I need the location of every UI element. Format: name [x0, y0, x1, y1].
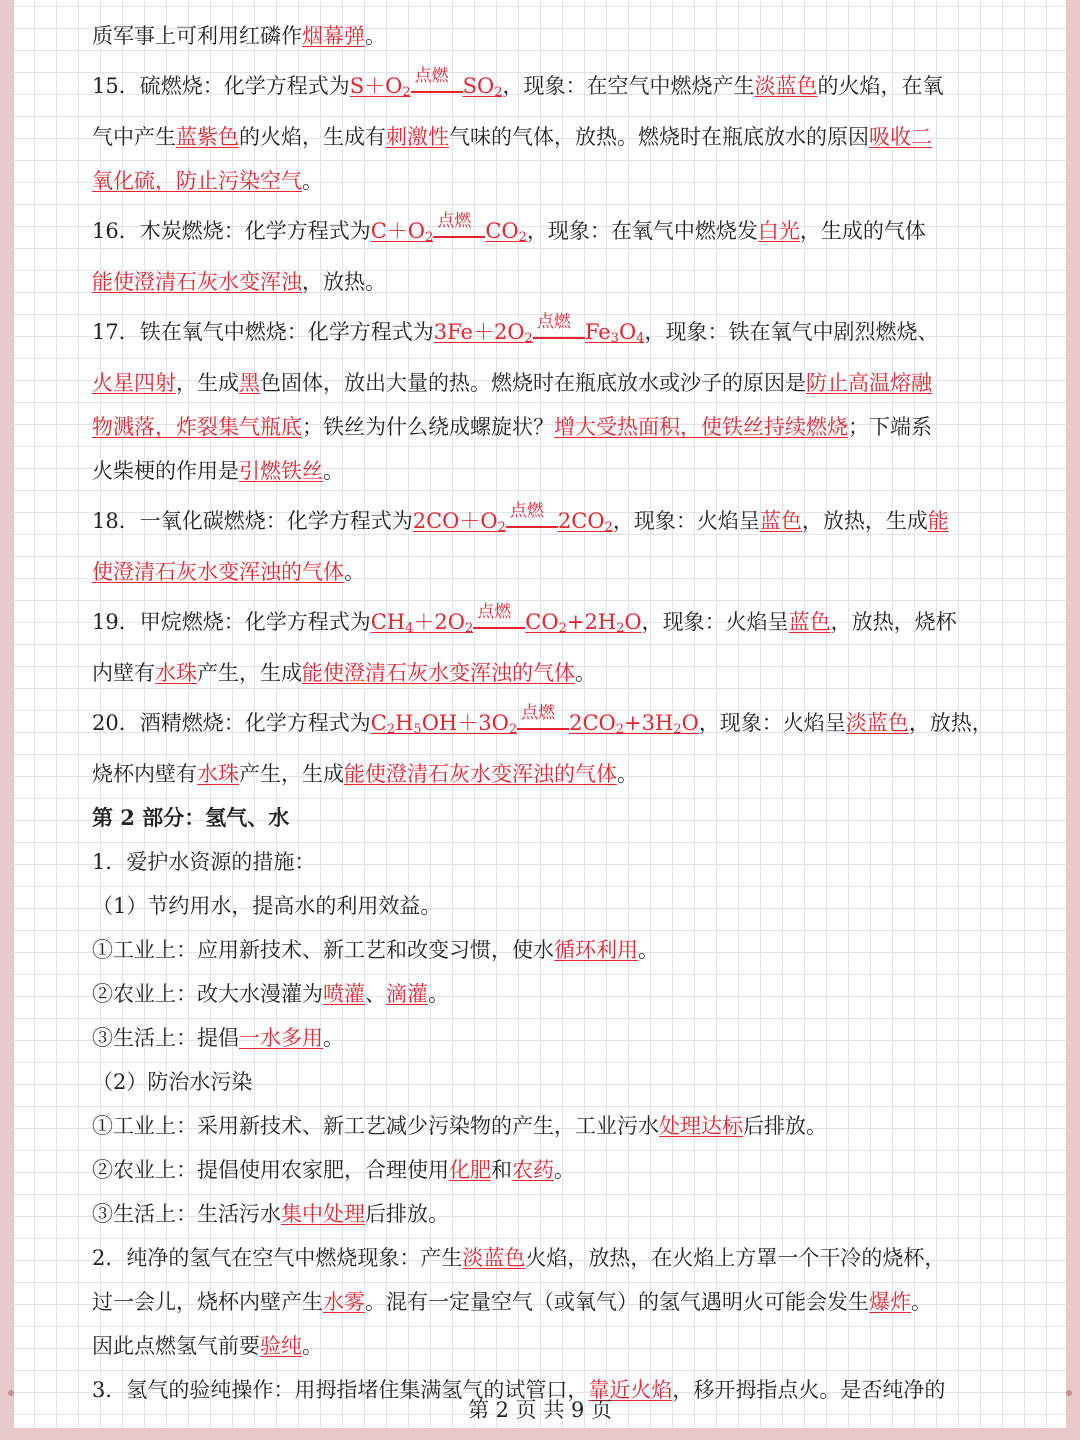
line-w2: 2．纯净的氢气在空气中燃烧现象：产生淡蓝色火焰，放热，在火焰上方罩一个干冷的烧杯， — [92, 1246, 946, 1270]
line-w2b: 过一会儿，烧杯内壁产生水雾。混有一定量空气（或氧气）的氢气遇明火可能会发生爆炸。 — [92, 1290, 932, 1314]
line-w1-1b: ②农业上：改大水漫灌为喷灌、滴灌。 — [92, 982, 449, 1006]
line-w2c: 因此点燃氢气前要验纯。 — [92, 1334, 323, 1358]
corner-dot — [8, 1390, 14, 1396]
item-17: 17．铁在氧气中燃烧：化学方程式为$3Fe+2O_2$ 点燃 $Fe_3O_4$，现象：铁在氧气中剧烈燃烧、 火星四射，生成黑色固体，放出大量的热。燃烧时在瓶底放水或沙子的原因是防止高温熔融 物溅落，炸裂集气瓶底；铁丝为什么绕成螺旋状？增大受热面积，使铁丝持续燃烧；下端系 火柴梗的作用是引燃铁丝。 — [92, 312, 939, 483]
line-w1-1c: ③生活上：提倡一水多用。 — [92, 1026, 344, 1050]
item-16: 16．木炭燃烧：化学方程式为$C+O_2$ 点燃 $CO_2$，现象：在氧气中燃烧发白光，生成的气体 能使澄清石灰水变浑浊，放热。 — [92, 211, 926, 294]
item-19: 19．甲烷燃烧：化学方程式为$CH_4+2O_2$ 点燃 $CO_2+2H_2O$，现象：火焰呈蓝色，放热，烧杯 内壁有水珠产生，生成能使澄清石灰水变浑浊的气体。 — [92, 602, 957, 685]
item-20: 20．酒精燃烧：化学方程式为$C_2H_5OH+3O_2$ 点燃 $2CO_2+3H_2O$，现象：火焰呈淡蓝色，放热， 烧杯内壁有水珠产生，生成能使澄清石灰水变浑浊的气体。 — [92, 703, 993, 786]
document-body — [92, 14, 1007, 1412]
line-w1-2c: ③生活上：生活污水集中处理后排放。 — [92, 1202, 449, 1226]
line-w1: 1．爱护水资源的措施： — [92, 850, 316, 874]
section-title-part2: 第 2 部分：氢气、水 — [92, 805, 290, 830]
line-w1-2: （2）防治水污染 — [92, 1070, 253, 1094]
line-w1-2a: ①工业上：采用新技术、新工艺减少污染物的产生，工业污水处理达标后排放。 — [92, 1114, 827, 1138]
line-w1-2b: ②农业上：提倡使用农家肥，合理使用化肥和农药。 — [92, 1158, 575, 1182]
line-0: 质军事上可利用红磷作烟幕弹。 — [92, 24, 386, 48]
line-w1-1a: ①工业上：应用新技术、新工艺和改变习惯，使水循环利用。 — [92, 938, 659, 962]
corner-dot — [1066, 1390, 1072, 1396]
equation-17: $3Fe+2O_2$ 点燃 $Fe_3O_4$ — [433, 312, 645, 346]
equation-20: $C_2H_5OH+3O_2$ 点燃 $2CO_2+3H_2O$ — [370, 703, 699, 737]
page-sheet — [14, 0, 1066, 1428]
equation-19: $CH_4+2O_2$ 点燃 $CO_2+2H_2O$ — [370, 602, 642, 636]
equation-18: $2CO+O_2$ 点燃 $2CO_2$ — [412, 501, 613, 535]
item-18: 18．一氧化碳燃烧：化学方程式为$2CO+O_2$ 点燃 $2CO_2$，现象：火焰呈蓝色，放热，生成能 使澄清石灰水变浑浊的气体。 — [92, 501, 949, 584]
equation-15: $S+O_2$ 点燃 $SO_2$ — [349, 66, 503, 100]
page-footer: 第 2 页 共 9 页 — [467, 1398, 613, 1422]
line-w1-1: （1）节约用水，提高水的利用效益。 — [92, 894, 442, 918]
item-15: 15．硫燃烧：化学方程式为$S+O_2$ 点燃 $SO_2$，现象：在空气中燃烧产生淡蓝色的火焰，在氧 气中产生蓝紫色的火焰，生成有刺激性气味的气体，放热。燃烧时在瓶底放水的原因吸收二 氧化硫，防止污染空气。 — [92, 66, 944, 193]
line-w3: 3．氢气的验纯操作：用拇指堵住集满氢气的试管口，靠近火焰，移开拇指点火。是否纯净的 — [92, 1378, 946, 1402]
equation-16: $C+O_2$ 点燃 $CO_2$ — [370, 211, 527, 245]
